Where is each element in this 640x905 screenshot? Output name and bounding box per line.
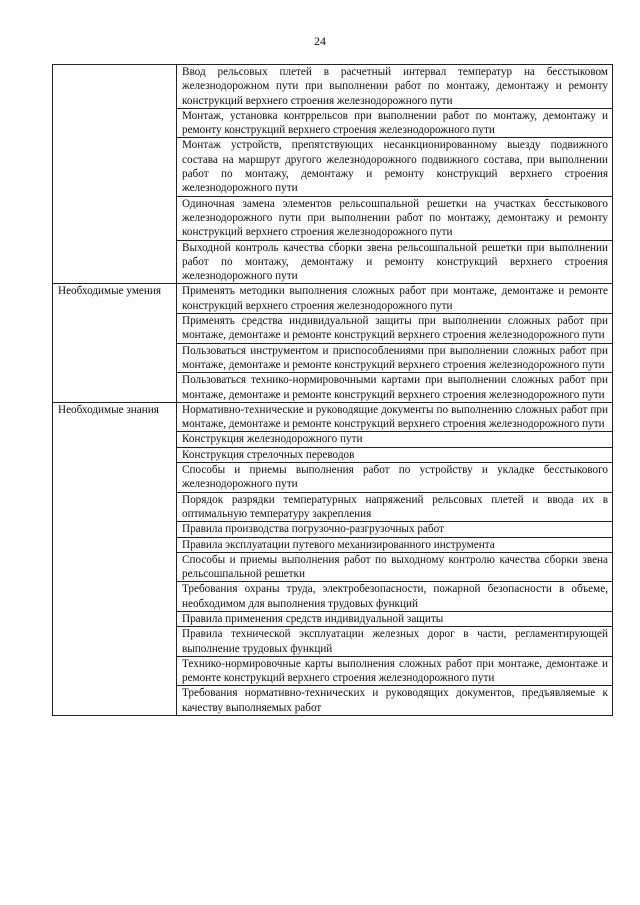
item-text: Порядок разрядки температурных напряжений рельсовых плетей и ввода их в оптимальную температуру закрепления [177,492,613,522]
item-text: Одиночная замена элементов рельсошпальной решетки на участках бесстыкового железнодорожного пути при выполнении работ по монтажу, демонтажу и ремонту конструкций верхнего строения железнодорожного пути [177,196,613,240]
section-label [53,284,177,402]
item-text: Пользоваться технико-нормировочными картами при выполнении сложных работ при монтаже, демонтаже и ремонте конструкций верхнего строения железнодорожного пути [177,373,613,403]
section-label [53,65,177,284]
competency-table [52,64,613,716]
section-label [53,402,177,715]
item-text: Нормативно-технические и руководящие документы по выполнению сложных работ при монтаже, демонтаже и ремонте конструкций верхнего строения железнодорожного пути [177,402,613,432]
item-text: Конструкция стрелочных переводов [177,447,613,462]
item-text: Требования нормативно-технических и руководящих документов, предъявляемые к качеству выполняемых работ [177,686,613,716]
item-text: Способы и приемы выполнения работ по выходному контролю качества сборки звена рельсошпальной решетки [177,552,613,582]
item-text: Ввод рельсовых плетей в расчетный интервал температур на бесстыковом железнодорожном пути при выполнении работ по монтажу, демонтажу и ремонту конструкций верхнего строения железнодорожного пути [177,65,613,109]
item-text: Монтаж устройств, препятствующих несанкционированному выезду подвижного состава на маршрут другого железнодорожного подвижного состава, при выполнении работ по монтажу, демонтажу и ремонту конструкций верхнего строения железнодорожного пути [177,138,613,196]
table-row [53,284,613,314]
section-label-text: Необходимые знания [58,403,159,416]
item-text: Применять методики выполнения сложных работ при монтаже, демонтаже и ремонте конструкций верхнего строения железнодорожного пути [177,284,613,314]
table-row [53,402,613,432]
item-text: Выходной контроль качества сборки звена рельсошпальной решетки при выполнении работ по монтажу, демонтажу и ремонту конструкций верхнего строения железнодорожного пути [177,240,613,284]
section-label-text: Необходимые умения [58,285,161,298]
item-text: Правила технической эксплуатации железных дорог в части, регламентирующей выполнение трудовых функций [177,627,613,657]
table-row [53,65,613,109]
page-number: 24 [314,34,326,48]
item-text: Правила эксплуатации путевого механизированного инструмента [177,537,613,552]
item-text: Правила применения средств индивидуальной защиты [177,611,613,626]
item-text: Монтаж, установка контррельсов при выполнении работ по монтажу, демонтажу и ремонту конструкций верхнего строения железнодорожного пути [177,108,613,138]
item-text: Конструкция железнодорожного пути [177,432,613,447]
item-text: Требования охраны труда, электробезопасности, пожарной безопасности в объеме, необходимом для выполнения трудовых функций [177,582,613,612]
item-text: Правила производства погрузочно-разгрузочных работ [177,522,613,537]
item-text: Способы и приемы выполнения работ по устройству и укладке бесстыкового железнодорожного пути [177,463,613,493]
item-text: Применять средства индивидуальной защиты при выполнении сложных работ при монтаже, демонтаже и ремонте конструкций верхнего строения железнодорожного пути [177,314,613,344]
item-text: Технико-нормировочные карты выполнения сложных работ при монтаже, демонтаже и ремонте конструкций верхнего строения железнодорожного пути [177,656,613,686]
item-text: Пользоваться инструментом и приспособлениями при выполнении сложных работ при монтаже, демонтаже и ремонте конструкций верхнего строения железнодорожного пути [177,343,613,373]
